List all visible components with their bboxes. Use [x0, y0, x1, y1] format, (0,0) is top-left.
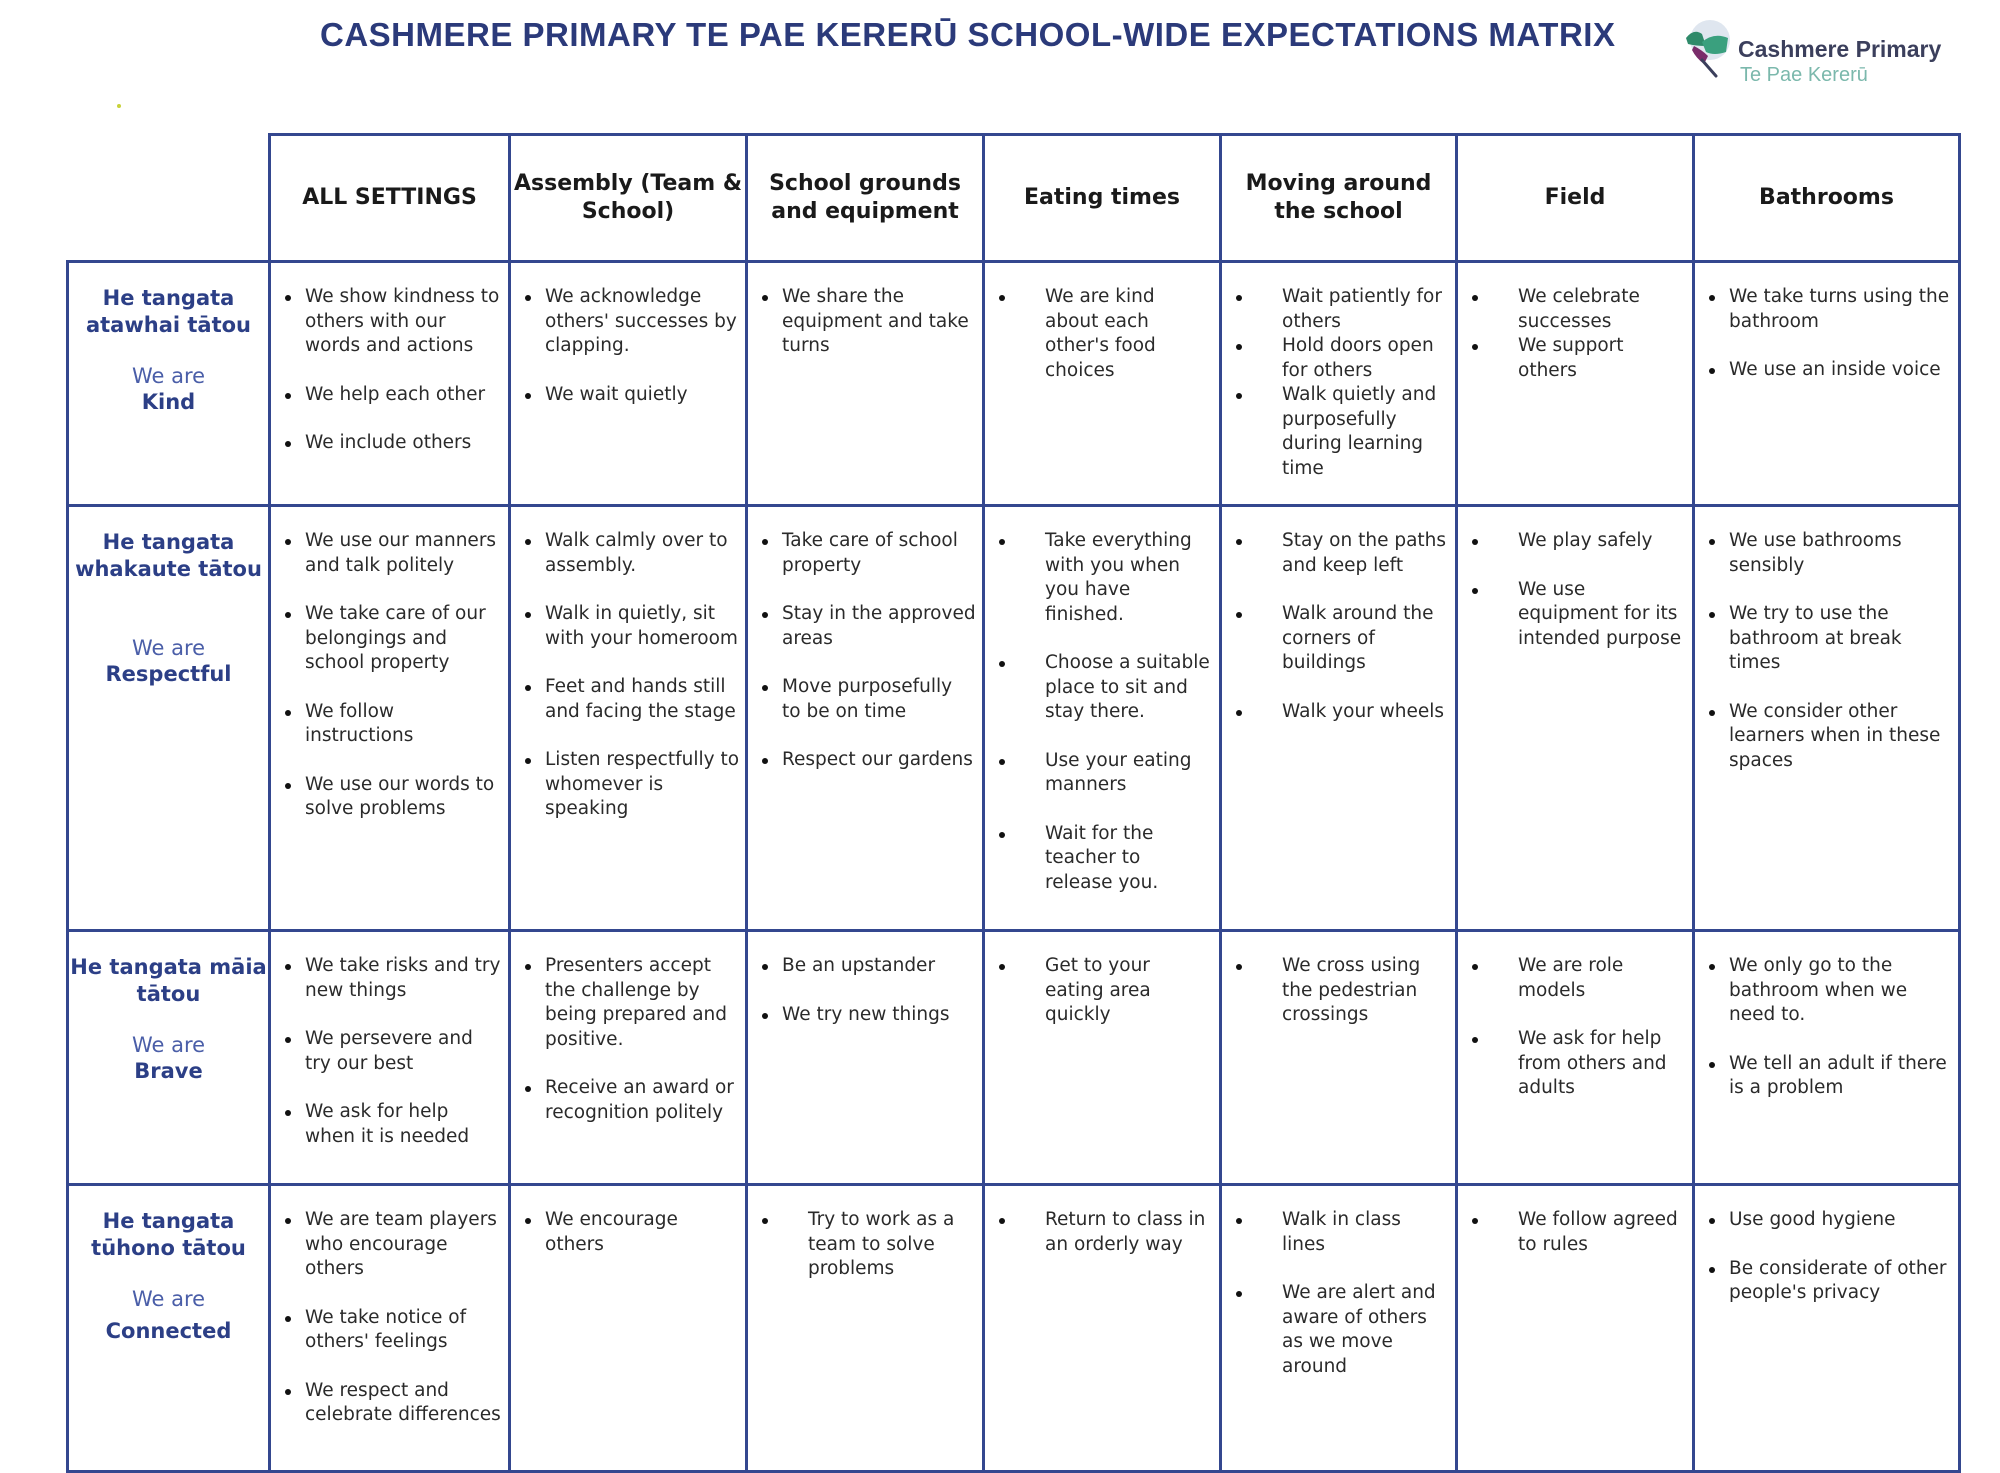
cell-connected-bathrooms [1694, 1185, 1960, 1472]
list-item: We use an inside voice [1705, 358, 1952, 383]
value-label: Respectful [105, 662, 232, 686]
column-header-eating-times: Eating times [984, 135, 1221, 262]
value-label: Brave [134, 1059, 203, 1083]
list-item: We share the equipment and take turns [758, 285, 976, 359]
list-item: Choose a suitable place to sit and stay there. [995, 651, 1213, 725]
logo-subtitle: Te Pae Kererū [1740, 64, 1868, 86]
logo-name: Cashmere Primary [1738, 36, 1942, 62]
list-item: Walk your wheels [1232, 700, 1449, 725]
list-item: Walk quietly and purposefully during learning time [1232, 383, 1449, 481]
list-item: Hold doors open for others [1232, 334, 1449, 383]
cell-connected-moving-around [1221, 1185, 1457, 1472]
list-item: We acknowledge others' successes by clapping. [521, 285, 739, 359]
list-item: Try to work as a team to solve problems [758, 1208, 976, 1282]
cell-respectful-assembly [510, 506, 747, 931]
list-item: We only go to the bathroom when we need to. [1705, 954, 1952, 1028]
list-item: Be an upstander [758, 954, 976, 979]
row-connected [68, 1185, 1960, 1472]
cell-brave-school-grounds [747, 931, 984, 1185]
cell-kind-moving-around [1221, 262, 1457, 506]
cell-kind-eating-times [984, 262, 1221, 506]
list-item: Walk calmly over to assembly. [521, 529, 739, 578]
list-item: Move purposefully to be on time [758, 675, 976, 724]
list-item: We use equipment for its intended purpose [1468, 578, 1686, 652]
column-header-field: Field [1457, 135, 1694, 262]
list-item: We try new things [758, 1003, 976, 1028]
cell-respectful-all-settings [270, 506, 510, 931]
value-label: Connected [105, 1319, 232, 1343]
column-header-moving-around: Moving around the school [1221, 135, 1457, 262]
list-item: Receive an award or recognition politely [521, 1076, 739, 1125]
list-item: Respect our gardens [758, 748, 976, 773]
we-are-label: We are [131, 636, 206, 660]
list-item: We respect and celebrate differences [281, 1379, 502, 1428]
cell-kind-all-settings [270, 262, 510, 506]
cell-brave-bathrooms [1694, 931, 1960, 1185]
cell-kind-field [1457, 262, 1694, 506]
list-item: We consider other learners when in these spaces [1705, 700, 1952, 774]
row-respectful [68, 506, 1960, 931]
list-item: We follow instructions [281, 700, 502, 749]
cell-brave-eating-times [984, 931, 1221, 1185]
row-kind [68, 262, 1960, 506]
maori-value: He tangata māia tātou [70, 955, 267, 1006]
cell-connected-school-grounds [747, 1185, 984, 1472]
column-header-all-settings: ALL SETTINGS [270, 135, 510, 262]
cell-connected-eating-times [984, 1185, 1221, 1472]
list-item: We include others [281, 431, 502, 456]
row-heading-connected [68, 1185, 270, 1472]
cell-respectful-school-grounds [747, 506, 984, 931]
cell-respectful-field [1457, 506, 1694, 931]
cell-respectful-bathrooms [1694, 506, 1960, 931]
list-item: Use your eating manners [995, 749, 1213, 798]
list-item: We use bathrooms sensibly [1705, 529, 1952, 578]
list-item: We support others [1468, 334, 1686, 383]
list-item: We use our words to solve problems [281, 773, 502, 822]
list-item: We help each other [281, 383, 502, 408]
list-item: Wait for the teacher to release you. [995, 822, 1213, 896]
decorative-dot [117, 104, 121, 108]
list-item: We take notice of others' feelings [281, 1306, 502, 1355]
list-item: Listen respectfully to whomever is speaking [521, 748, 739, 822]
list-item: We show kindness to others with our words and actions [281, 285, 502, 359]
list-item: We take turns using the bathroom [1705, 285, 1952, 334]
we-are-label: We are [131, 364, 206, 388]
list-item: We follow agreed to rules [1468, 1208, 1686, 1257]
column-header-school-grounds: School grounds and equipment [747, 135, 984, 262]
list-item: Presenters accept the challenge by being prepared and positive. [521, 954, 739, 1052]
kereru-bird-logo-icon [1680, 16, 1736, 86]
list-item: We take care of our belongings and school property [281, 602, 502, 676]
column-header-bathrooms: Bathrooms [1694, 135, 1960, 262]
list-item: We persevere and try our best [281, 1027, 502, 1076]
we-are-label: We are [131, 1287, 206, 1311]
cell-connected-assembly [510, 1185, 747, 1472]
school-logo [1680, 16, 1970, 96]
cell-kind-school-grounds [747, 262, 984, 506]
list-item: Feet and hands still and facing the stage [521, 675, 739, 724]
page-title: CASHMERE PRIMARY TE PAE KERERŪ SCHOOL-WIDE EXPECTATIONS MATRIX [320, 16, 1616, 53]
list-item: We are team players who encourage others [281, 1208, 502, 1282]
list-item: Take everything with you when you have finished. [995, 529, 1213, 627]
cell-brave-assembly [510, 931, 747, 1185]
list-item: Be considerate of other people's privacy [1705, 1257, 1952, 1306]
cell-connected-all-settings [270, 1185, 510, 1472]
maori-value: He tangata tūhono tātou [91, 1209, 246, 1260]
maori-value: He tangata atawhai tātou [85, 286, 252, 337]
cell-brave-all-settings [270, 931, 510, 1185]
list-item: We use our manners and talk politely [281, 529, 502, 578]
list-item: We play safely [1468, 529, 1686, 554]
row-brave [68, 931, 1960, 1185]
row-heading-respectful [68, 506, 270, 931]
list-item: Return to class in an orderly way [995, 1208, 1213, 1257]
list-item: Walk in quietly, sit with your homeroom [521, 602, 739, 651]
cell-brave-moving-around [1221, 931, 1457, 1185]
row-heading-brave [68, 931, 270, 1185]
row-heading-kind [68, 262, 270, 506]
cell-kind-assembly [510, 262, 747, 506]
list-item: Stay on the paths and keep left [1232, 529, 1449, 578]
list-item: Use good hygiene [1705, 1208, 1952, 1233]
column-header-assembly: Assembly (Team & School) [510, 135, 747, 262]
list-item: Stay in the approved areas [758, 602, 976, 651]
expectations-matrix [66, 133, 1961, 1473]
cell-respectful-moving-around [1221, 506, 1457, 931]
cell-respectful-eating-times [984, 506, 1221, 931]
list-item: Walk in class lines [1232, 1208, 1449, 1257]
list-item: We ask for help from others and adults [1468, 1027, 1686, 1101]
corner-cell [68, 135, 270, 262]
cell-kind-bathrooms [1694, 262, 1960, 506]
list-item: We wait quietly [521, 383, 739, 408]
maori-value: He tangata whakaute tātou [75, 530, 262, 581]
list-item: We tell an adult if there is a problem [1705, 1052, 1952, 1101]
list-item: We are role models [1468, 954, 1686, 1003]
list-item: We ask for help when it is needed [281, 1100, 502, 1149]
value-label: Kind [141, 390, 196, 414]
list-item: Take care of school property [758, 529, 976, 578]
list-item: We encourage others [521, 1208, 739, 1257]
list-item: We are alert and aware of others as we move around [1232, 1281, 1449, 1379]
list-item: Get to your eating area quickly [995, 954, 1213, 1028]
list-item: We try to use the bathroom at break times [1705, 602, 1952, 676]
cell-brave-field [1457, 931, 1694, 1185]
list-item: Wait patiently for others [1232, 285, 1449, 334]
list-item: We celebrate successes [1468, 285, 1686, 334]
list-item: We cross using the pedestrian crossings [1232, 954, 1449, 1028]
we-are-label: We are [131, 1033, 206, 1057]
list-item: We are kind about each other's food choices [995, 285, 1213, 383]
list-item: Walk around the corners of buildings [1232, 602, 1449, 676]
cell-connected-field [1457, 1185, 1694, 1472]
list-item: We take risks and try new things [281, 954, 502, 1003]
